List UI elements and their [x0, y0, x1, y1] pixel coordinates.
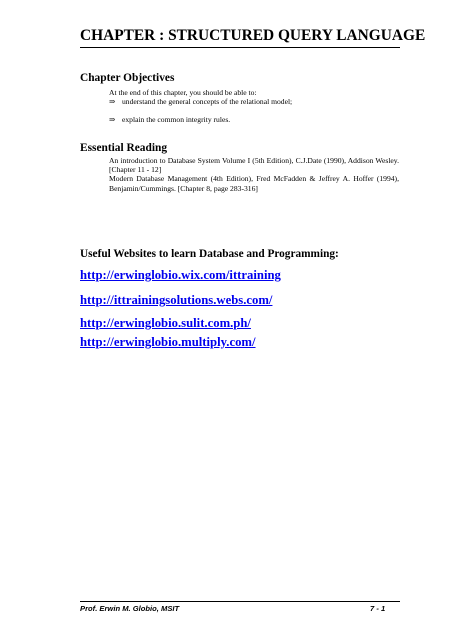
objective-item — [109, 115, 230, 124]
title-rule — [80, 47, 400, 48]
website-link[interactable]: http://erwinglobio.multiply.com/ — [80, 335, 256, 349]
reading-heading: Essential Reading — [80, 142, 168, 154]
page-number: 7 - 1 — [370, 604, 386, 613]
page-title: CHAPTER : STRUCTURED QUERY LANGUAGE — [80, 27, 426, 44]
footer-rule — [80, 601, 400, 602]
reading-list — [109, 156, 399, 193]
website-link[interactable]: http://erwinglobio.wix.com/ittraining — [80, 268, 281, 282]
arrow-bullet-icon: ⇒ — [109, 97, 116, 106]
reading-item: Modern Database Management (4th Edition), Fred McFadden & Jeffrey A. Hoffer (1994), Benjamin/Cummings. [Chapter 8, page 283-316] — [109, 174, 399, 193]
objectives-intro: At the end of this chapter, you should be able to: — [109, 88, 257, 97]
objective-text: understand the general concepts of the relational model; — [122, 97, 293, 106]
arrow-bullet-icon: ⇒ — [109, 115, 116, 124]
objective-item — [109, 97, 292, 106]
website-link[interactable]: http://ittrainingsolutions.webs.com/ — [80, 293, 273, 307]
reading-item: An introduction to Database System Volume I (5th Edition), C.J.Date (1990), Addison Wesley. [Chapter 11 - 12] — [109, 156, 399, 175]
objective-text: explain the common integrity rules. — [122, 115, 231, 124]
footer-author: Prof. Erwin M. Globio, MSIT — [80, 604, 180, 613]
websites-heading: Useful Websites to learn Database and Programming: — [80, 248, 339, 260]
website-link[interactable]: http://erwinglobio.sulit.com.ph/ — [80, 316, 251, 330]
objectives-heading: Chapter Objectives — [80, 72, 175, 84]
